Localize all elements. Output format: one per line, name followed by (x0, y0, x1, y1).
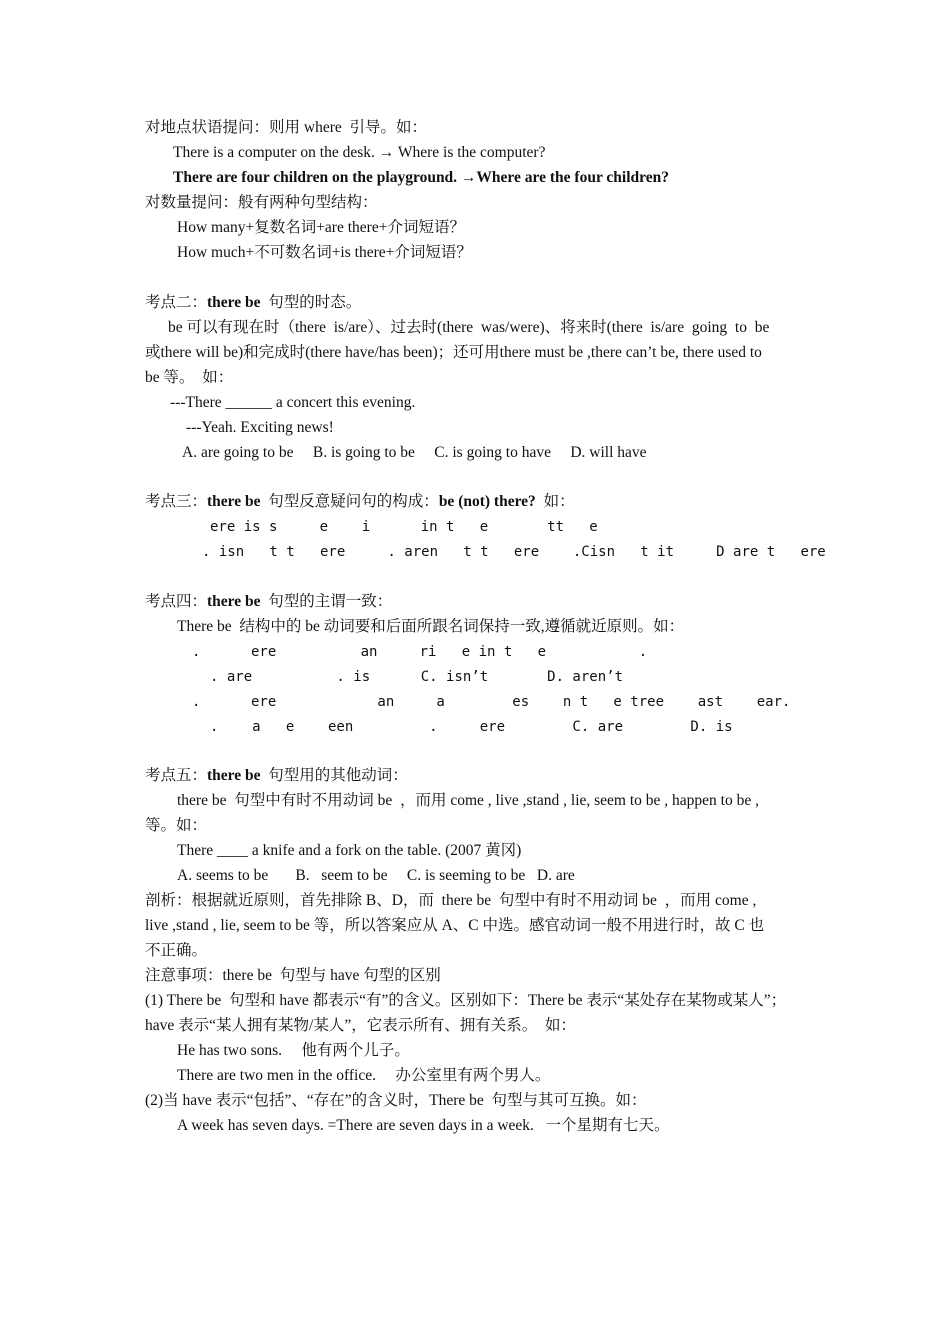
garbled-options: . are . is C. isn’t D. aren’t (210, 669, 624, 685)
heading-text: 句型反意疑问句的构成： (260, 493, 439, 510)
exercise-options: A. are going to be B. is going to be C. is going to have D. will have (182, 444, 647, 461)
note-line: have 表示“某人拥有某物/某人”，它表示所有、拥有关系。 如： (145, 1017, 576, 1034)
section-heading (145, 293, 361, 313)
example-sentence: A week has seven days. =There are seven days in a week. 一个星期有七天。 (177, 1117, 670, 1134)
exercise-options: A. seems to be B. seem to be C. is seeming to be D. are (177, 867, 575, 884)
how-many-pattern: How many+复数名词+are there+介词短语？ (177, 219, 465, 236)
paragraph-line: be 可以有现在时（there is/are）、过去时(there was/were)、将来时(there is/are going to be (168, 319, 770, 336)
exercise-answer: ---Yeah. Exciting news! (186, 419, 334, 436)
section-heading (145, 592, 392, 612)
paragraph-line: There be 结构中的 be 动词要和后面所跟名词保持一致,遵循就近原则。如： (177, 618, 685, 635)
note-line: (1) There be 句型和 have 都表示“有”的含义。区别如下：There be 表示“某处存在某物或某人”； (145, 992, 787, 1009)
heading-keyword: there be (207, 493, 261, 510)
example-sentence: He has two sons. 他有两个儿子。 (177, 1042, 410, 1059)
example-sentence: There is a computer on the desk. → Where is the computer? (173, 144, 546, 161)
garbled-options: . isn t t ere . aren t t ere .Cisn t it D are t ere (202, 544, 826, 560)
heading-keyword: there be (207, 593, 261, 610)
quantity-question-rule: 对数量提问：般有两种句型结构： (145, 194, 378, 211)
section-heading (145, 492, 575, 512)
exercise-question: There ____ a knife and a fork on the table. (2007 黄冈) (177, 842, 522, 859)
paragraph-line: 或there will be)和完成时(there have/has been)；还可用there must be ,there can’t be, there used to (145, 344, 762, 361)
paragraph-line: 等。如： (145, 817, 208, 834)
heading-text: 如： (535, 493, 575, 510)
analysis-line: 剖析：根据就近原则，首先排除 B、D，而 there be 句型中有时不用动词 be ，而用 come , (145, 892, 757, 909)
analysis-line: 不正确。 (145, 942, 208, 959)
heading-text: 句型的主谓一致： (260, 593, 393, 610)
heading-label: 考点三： (145, 493, 208, 510)
heading-text: 句型的时态。 (260, 294, 362, 311)
where-question-rule: 对地点状语提问：则用 where 引导。如： (145, 119, 427, 136)
heading-label: 考点五： (145, 767, 208, 784)
garbled-question: . ere an ri e in t e . (192, 644, 648, 660)
heading-keyword: be (not) there? (438, 493, 536, 510)
paragraph-line: be 等。 如： (145, 369, 234, 386)
note-line: (2)当 have 表示“包括”、“存在”的含义时，There be 句型与其可互换。如： (145, 1092, 647, 1109)
example-sentence: There are two men in the office. 办公室里有两个男人。 (177, 1067, 551, 1084)
how-much-pattern: How much+不可数名词+is there+介词短语？ (177, 244, 472, 261)
garbled-question: . ere an a es n t e tree ast ear. (192, 694, 791, 710)
exercise-question: ---There ______ a concert this evening. (170, 394, 416, 411)
paragraph-line: there be 句型中有时不用动词 be ，而用 come , live ,stand , lie, seem to be , happen to be , (177, 792, 759, 809)
heading-keyword: there be (207, 767, 261, 784)
note-title: 注意事项：there be 句型与 have 句型的区别 (145, 967, 441, 984)
heading-keyword: there be (207, 294, 261, 311)
garbled-example: ere is s e i in t e tt e (210, 519, 598, 535)
heading-label: 考点二： (145, 294, 208, 311)
heading-label: 考点四： (145, 593, 208, 610)
section-heading (145, 766, 408, 786)
heading-text: 句型用的其他动词： (260, 767, 408, 784)
garbled-options: . a e een . ere C. are D. is (210, 719, 733, 735)
analysis-line: live ,stand , lie, seem to be 等，所以答案应从 A、C 中选。感官动词一般不用进行时，故 C 也 (145, 917, 765, 934)
example-sentence-bold: There are four children on the playground. →Where are the four children? (173, 169, 670, 186)
